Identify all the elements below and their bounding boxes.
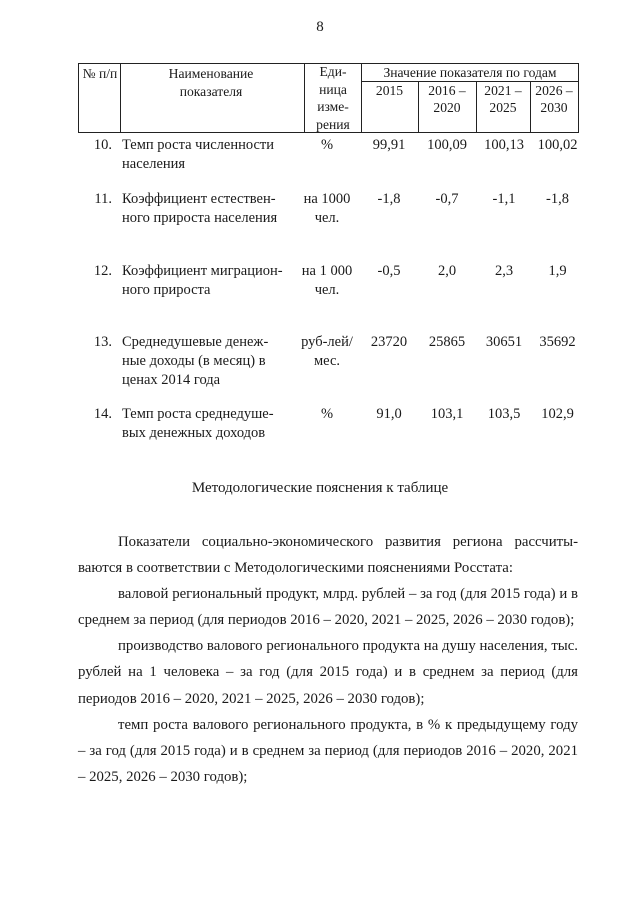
paragraph: валовой региональный продукт, млрд. рублей – за год (для 2015 года) и в среднем за период (для периодов 2016 – 2020, 2021 – 2025, 2026 – 2030 годов); [78, 586, 578, 629]
header-name: Наименование показателя [168, 66, 254, 99]
methodology-text [78, 529, 578, 790]
header-year-2015: 2015 [375, 83, 404, 98]
header-num: № п/п [82, 66, 118, 81]
header-unit: Еди-ница изме-рения [316, 64, 350, 132]
paragraph: темп роста валового регионального продукта, в % к предыдущему году – за год (для 2015 года) и в среднем за период (для периодов 2016 – 2020, 2021 – 2025, 2026 – 2030 годов); [78, 716, 578, 785]
section-title: Методологические пояснения к таблице [191, 480, 449, 496]
table-header [78, 63, 579, 133]
paragraph: производство валового регионального продукта на душу населения, тыс. рублей на 1 человека – за год (для 2015 года) и в среднем за период (для периодов 2016 – 2020, 2021 – 2025, 2026 – 2030 годов); [78, 638, 578, 707]
header-year-2021-2025: 2021 – 2025 [484, 83, 522, 115]
paragraph: Показатели социально-экономического развития региона рассчиты-ваются в соответствии с Методологическими пояснениями Росстата: [78, 534, 578, 577]
header-year-2016-2020: 2016 – 2020 [428, 83, 466, 115]
header-year-2026-2030: 2026 – 2030 [535, 83, 573, 115]
header-values-group: Значение показателя по годам [383, 65, 557, 80]
page-number: 8 [316, 19, 324, 35]
